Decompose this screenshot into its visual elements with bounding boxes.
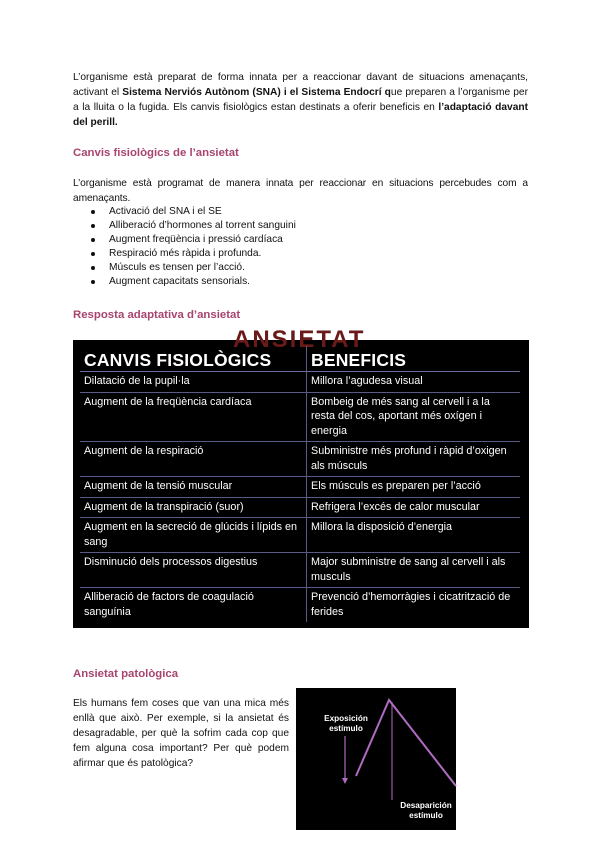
table-cell: Augment en la secreció de glúcids i lípids en sang — [80, 518, 307, 553]
label-exposure-line2: estímulo — [329, 724, 363, 733]
table-cell: Millora la disposició d’energia — [307, 518, 521, 553]
section3-paragraph: Els humans fem coses que van una mica més enllà que això. Per exemple, si la ansietat és desagradable, per què la sofrim cada cop que fem alguna cosa important? Per què podem afirmar que és patològica? — [73, 698, 289, 769]
anxiety-curve-diagram — [296, 688, 456, 830]
anxiety-curve-line — [356, 700, 456, 786]
table-cell: Dilatació de la pupil·la — [80, 372, 307, 393]
intro-bold-1: Sistema Nerviós Autònom (SNA) i el Sistema Endocrí q — [122, 87, 391, 98]
table-header-row — [80, 346, 520, 372]
intro-bold-2: l’adaptació davant del perill. — [73, 102, 528, 128]
table-cell: Alliberació de factors de coagulació sanguínia — [80, 588, 307, 623]
table-cell: Augment de la freqüència cardíaca — [80, 392, 307, 442]
table-cell: Augment de la transpiració (suor) — [80, 497, 307, 518]
table-cell: Millora l’agudesa visual — [307, 372, 521, 393]
table-row — [80, 497, 520, 518]
benefits-table-image — [73, 326, 529, 628]
table-cell: Prevenció d’hemorràgies i cicatrització de ferides — [311, 591, 511, 618]
table-cell: Els músculs es preparen per l’acció — [307, 477, 521, 498]
table-cell: Augment de la tensió muscular — [80, 477, 307, 498]
table-cell: Refrigera l’excés de calor muscular — [307, 497, 521, 518]
table-row — [80, 372, 520, 393]
list-item: Augment freqüència i pressió cardíaca — [73, 233, 528, 247]
table-row — [80, 392, 520, 442]
heading-canvis-fisiologics: Canvis fisiològics de l’ansietat — [73, 147, 239, 159]
table-cell: Disminució dels processos digestius — [80, 553, 307, 588]
list-item: Respiració més ràpida i profunda. — [73, 247, 528, 261]
intro-text-1: L’organisme està preparat de forma innata per a reaccionar davant de situacions amenaçants, activant el — [73, 72, 528, 98]
table-cell: Subministre més profund i ràpid d’oxigen als músculs — [307, 442, 521, 477]
label-exposure-line1: Exposición — [324, 714, 368, 723]
list-item: Activació del SNA i el SE — [73, 205, 528, 219]
symptom-list — [73, 205, 528, 289]
header-canvis: CANVIS FISIOLÒGICS — [80, 346, 307, 372]
table-row — [80, 518, 520, 553]
heading-resposta-adaptativa: Resposta adaptativa d’ansietat — [73, 309, 241, 321]
header-beneficis: BENEFICIS — [307, 346, 521, 372]
exposure-arrow-head — [342, 778, 348, 784]
label-removal-line1: Desaparición — [400, 801, 452, 810]
intro-paragraph — [73, 70, 528, 130]
table-cell: Bombeig de més sang al cervell i a la resta del cos, aportant més oxígen i energia — [307, 392, 521, 442]
label-removal — [396, 801, 456, 821]
table-row — [80, 588, 520, 623]
table-cell: Major subministre de sang al cervell i als musculs — [307, 553, 521, 588]
table-row — [80, 477, 520, 498]
section1-paragraph: L’organisme està programat de manera innata per reaccionar en situacions percebudes com a amenaçants. — [73, 178, 528, 204]
heading-ansietat-patologica: Ansietat patològica — [73, 668, 179, 680]
table-cell: Augment de la respiració — [80, 442, 307, 477]
label-removal-line2: estímulo — [409, 811, 443, 820]
ghost-title: ANSIETAT — [233, 326, 366, 353]
list-item: Músculs es tensen per l’acció. — [73, 261, 528, 275]
benefits-table — [80, 346, 520, 622]
table-row — [80, 442, 520, 477]
label-exposure — [320, 714, 372, 734]
intro-text-2: ue preparen a l’organisme per a la lluita o la fugida. Els canvis fisiològics estan destinats a oferir beneficis en — [73, 87, 528, 113]
list-item: Alliberació d’hormones al torrent sanguini — [73, 219, 528, 233]
table-row — [80, 553, 520, 588]
list-item: Augment capacitats sensorials. — [73, 275, 528, 289]
